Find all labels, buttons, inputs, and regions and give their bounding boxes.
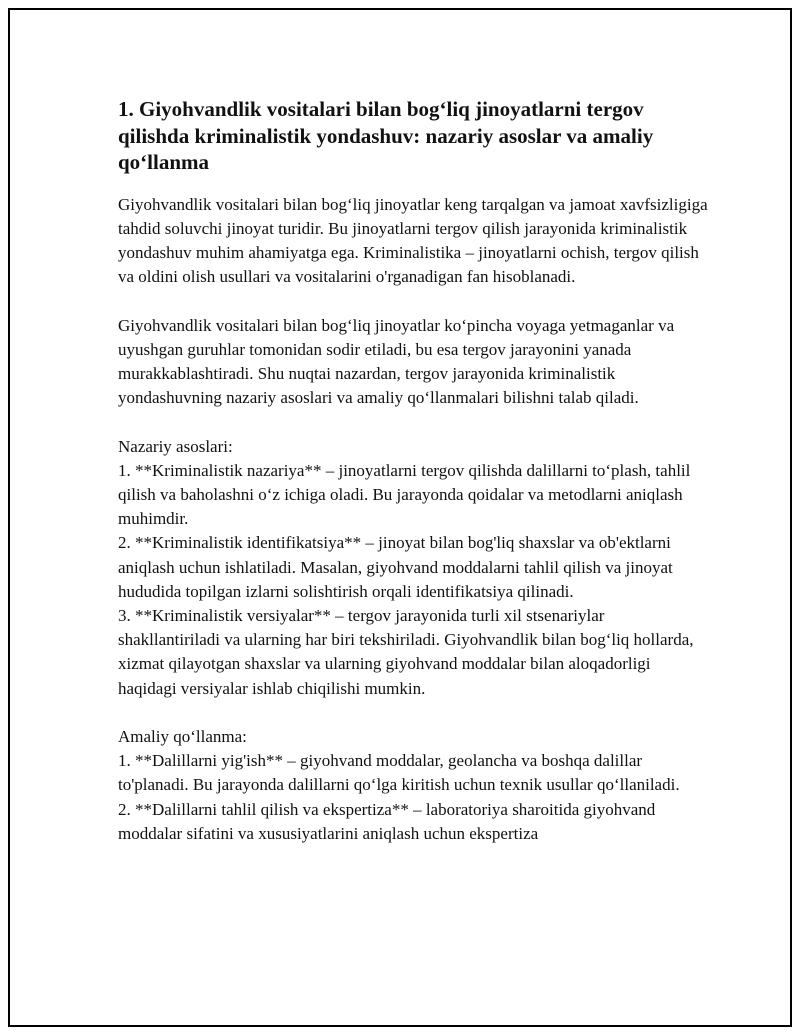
paragraph-spacer [118, 701, 708, 725]
paragraph-spacer [118, 289, 708, 313]
paragraph-context: Giyohvandlik vositalari bilan bog‘liq jinoyatlar ko‘pincha voyaga yetmaganlar va uyushgan guruhlar tomonidan sodir etiladi, bu esa tergov jarayonini yanada murakkablashtiradi. Shu nuqtai nazardan, tergov jarayonida kriminalistik yondashuvning nazariy asoslari va amaliy qo‘llanmalari bilishni talab qiladi. [118, 315, 679, 408]
section-practical-guide: Amaliy qo‘llanma: 1. **Dalillarni yig'ish** – giyohvand moddalar, geolancha va boshqa dalillar to'planadi. Bu jarayonda dalillarni qo‘lga kiritish uchun texnik usullar qo‘llaniladi. 2. **Dalillarni tahlil qilish va ekspertiza** – laboratoriya sharoitida giyohvand moddalar sifatini va xususiyatlarini aniqlash uchun ekspertiza [118, 726, 680, 843]
section-theoretical-foundations: Nazariy asoslari: 1. **Kriminalistik nazariya** – jinoyatlarni tergov qilishda dalillarni to‘plash, tahlil qilish va baholashni o‘z ichiga oladi. Bu jarayonda qoidalar va metodlarni aniqlash muhimdir. 2. **Kriminalistik identifikatsiya** – jinoyat bilan bog'liq shaxslar va ob'ektlarni aniqlash uchun ishlatiladi. Masalan, giyohvand moddalarni tahlil qilish va jinoyat hududida topilgan izlarni solishtirish orqali identifikatsiya qilinadi. 3. **Kriminalistik versiyalar** – tergov jarayonida turli xil stsenariylar shakllantiriladi va ularning har biri tekshiriladi. Giyohvandlik bilan bog‘liq hollarda, xizmat qilayotgan shaxslar va ularning giyohvand moddalar bilan aloqadorligi haqidagi versiyalar ishlab chiqilishi mumkin. [118, 436, 694, 698]
document-title: 1. Giyohvandlik vositalari bilan bog‘liq jinoyatlarni tergov qilishda kriminalistik yondashuv: nazariy asoslar va amaliy qo‘llanma [118, 97, 654, 174]
document-page [8, 8, 792, 1027]
paragraph-spacer [118, 410, 708, 434]
document-body [118, 96, 712, 846]
paragraph-intro: Giyohvandlik vositalari bilan bog‘liq jinoyatlar keng tarqalgan va jamoat xavfsizligiga tahdid soluvchi jinoyat turidir. Bu jinoyatlarni tergov qilish jarayonida kriminalistik yondashuv muhim ahamiyatga ega. Kriminalistika – jinoyatlarni ochish, tergov qilish va oldini olish usullari va vositalarini o'rganadigan fan hisoblanadi. [118, 194, 712, 287]
